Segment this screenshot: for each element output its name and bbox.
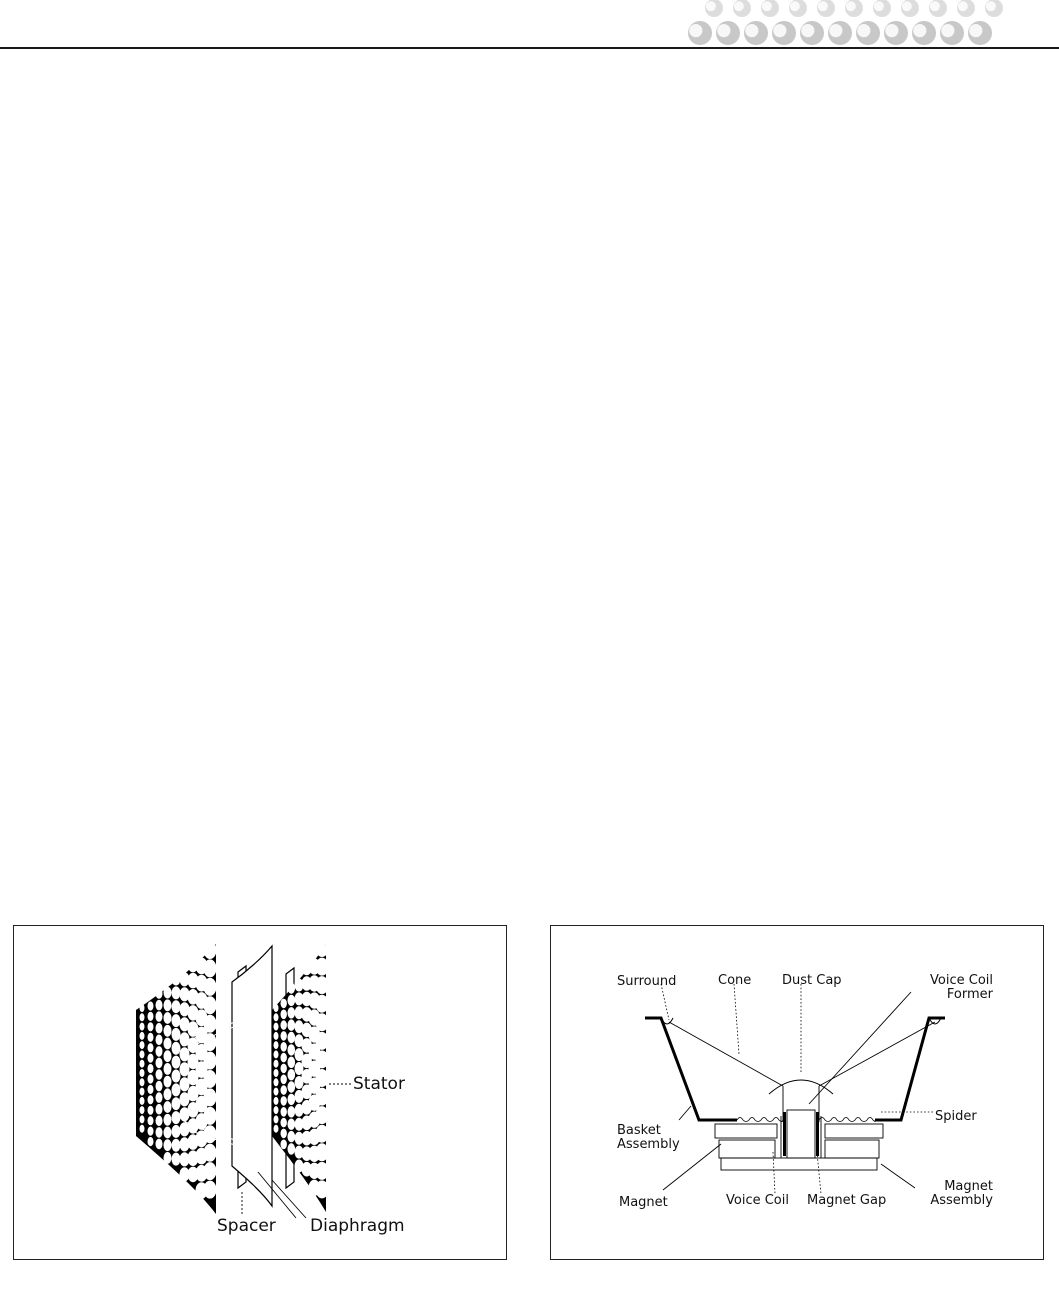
magnet-right bbox=[825, 1140, 879, 1158]
basket-assembly-line1: Basket bbox=[617, 1123, 661, 1138]
stator-hole bbox=[140, 1060, 145, 1068]
stator-hole bbox=[281, 999, 287, 1009]
stator-hole bbox=[288, 1044, 296, 1055]
spider-label: Spider bbox=[935, 1109, 977, 1124]
voice-coil-label: Voice Coil bbox=[726, 1193, 789, 1208]
stator-hole bbox=[288, 1094, 296, 1105]
stator-hole bbox=[172, 1000, 181, 1013]
stator-hole bbox=[316, 1125, 329, 1143]
stator-hole bbox=[148, 1116, 154, 1125]
basket-assembly-line2: Assembly bbox=[617, 1137, 680, 1152]
dust-cap-label: Dust Cap bbox=[782, 973, 842, 988]
stator-hole bbox=[148, 1074, 154, 1083]
stator-hole bbox=[316, 976, 329, 994]
diaphragm-sheet bbox=[232, 946, 272, 1206]
stator-hole bbox=[148, 1127, 154, 1136]
stator-hole bbox=[164, 987, 172, 999]
stator-hole bbox=[204, 1033, 217, 1051]
stator-hole bbox=[156, 988, 163, 999]
stator-hole bbox=[274, 1115, 279, 1123]
stator-hole bbox=[274, 1023, 279, 1031]
stator-hole bbox=[156, 1058, 163, 1069]
stator-hole bbox=[274, 1106, 279, 1114]
stator-hole bbox=[172, 1125, 181, 1138]
stator-hole bbox=[172, 1097, 181, 1110]
stator-hole bbox=[274, 1069, 279, 1077]
stator-hole bbox=[156, 1139, 163, 1150]
stator-hole bbox=[274, 1125, 279, 1133]
stator-hole bbox=[204, 978, 217, 996]
stator-hole bbox=[164, 1076, 172, 1088]
stator-hole bbox=[172, 1070, 181, 1083]
stator-hole bbox=[204, 941, 217, 959]
stator-hole bbox=[288, 995, 296, 1006]
stator-hole bbox=[140, 1013, 145, 1021]
stator-hole bbox=[140, 1023, 145, 1031]
stator-hole bbox=[140, 1004, 145, 1012]
stator-hole bbox=[274, 1088, 279, 1096]
stator-hole bbox=[316, 1180, 329, 1198]
stator-hole bbox=[172, 1139, 181, 1152]
stator-hole bbox=[204, 1181, 217, 1199]
stator-hole bbox=[204, 996, 217, 1014]
stator-hole bbox=[172, 973, 181, 986]
magnet-label: Magnet bbox=[619, 1195, 668, 1210]
stator-hole bbox=[140, 1088, 145, 1096]
magnet-assembly-line2: Assembly bbox=[930, 1193, 993, 1208]
stator-hole bbox=[281, 1020, 287, 1030]
stator-hole bbox=[316, 1143, 329, 1161]
voice-coil-former bbox=[787, 1110, 815, 1158]
dust-cap bbox=[769, 1080, 833, 1094]
stator-hole bbox=[164, 999, 172, 1011]
stator-hole bbox=[172, 986, 181, 999]
cone-left bbox=[669, 1022, 783, 1086]
stator-hole bbox=[172, 1083, 181, 1096]
stator-hole bbox=[156, 1011, 163, 1022]
stator-hole bbox=[316, 1050, 329, 1068]
top-plate-left bbox=[715, 1124, 777, 1138]
stator-hole bbox=[156, 1069, 163, 1080]
stator-hole bbox=[164, 1139, 172, 1151]
stator-hole bbox=[156, 1092, 163, 1103]
stator-hole bbox=[164, 1101, 172, 1113]
spacer-label: Spacer bbox=[217, 1216, 276, 1236]
stator-hole bbox=[281, 1042, 287, 1052]
voice-coil-right bbox=[816, 1112, 819, 1156]
stator-hole bbox=[204, 1015, 217, 1033]
stator-hole bbox=[204, 1107, 217, 1125]
stator-hole bbox=[148, 1022, 154, 1031]
stator-hole bbox=[156, 1127, 163, 1138]
stator-hole bbox=[288, 1131, 296, 1142]
stator-hole bbox=[148, 1054, 154, 1063]
electrostatic-diagram bbox=[14, 926, 508, 1261]
stator-hole bbox=[274, 1078, 279, 1086]
voice-coil-left bbox=[783, 1112, 786, 1156]
header-bubbles bbox=[0, 0, 1059, 50]
stator-hole bbox=[156, 1023, 163, 1034]
voice-coil-former-line2: Former bbox=[946, 987, 993, 1002]
stator-hole bbox=[140, 1125, 145, 1133]
stator-hole bbox=[172, 1111, 181, 1124]
stator-hole bbox=[172, 1056, 181, 1069]
stator-hole bbox=[288, 1032, 296, 1043]
stator-hole bbox=[281, 1140, 287, 1150]
stator-hole bbox=[274, 1032, 279, 1040]
stator-hole bbox=[204, 1070, 217, 1088]
stator-hole bbox=[281, 1031, 287, 1041]
stator-hole bbox=[316, 1106, 329, 1124]
stator-hole bbox=[164, 1012, 172, 1024]
stator-hole bbox=[172, 1153, 181, 1166]
stator-hole bbox=[140, 1069, 145, 1077]
header-bubble-grid bbox=[688, 0, 1003, 45]
stator-hole bbox=[281, 1107, 287, 1117]
stator-hole bbox=[148, 1137, 154, 1146]
stator-hole bbox=[316, 1162, 329, 1180]
magnet-assembly-label bbox=[909, 1180, 993, 1208]
stator-hole bbox=[204, 1162, 217, 1180]
stator-hole bbox=[281, 1129, 287, 1139]
electrostatic-figure bbox=[13, 925, 507, 1260]
stator-hole bbox=[274, 1041, 279, 1049]
stator-hole bbox=[288, 1069, 296, 1080]
stator-hole bbox=[164, 1152, 172, 1164]
stator-hole bbox=[281, 1064, 287, 1074]
magnet-left bbox=[719, 1140, 775, 1158]
magnet-gap-label: Magnet Gap bbox=[807, 1193, 887, 1208]
stator-hole bbox=[164, 1038, 172, 1050]
stator-hole bbox=[140, 1078, 145, 1086]
spider-right bbox=[819, 1118, 875, 1122]
stator-hole bbox=[316, 1088, 329, 1106]
stator-hole bbox=[288, 1143, 296, 1154]
stator-hole bbox=[316, 1032, 329, 1050]
stator-hole bbox=[281, 1118, 287, 1128]
stator-label: Stator bbox=[353, 1074, 405, 1094]
stator-hole bbox=[288, 1119, 296, 1130]
stator-hole bbox=[274, 1004, 279, 1012]
stator-hole bbox=[164, 1025, 172, 1037]
stator-hole bbox=[140, 1115, 145, 1123]
magnet-assembly-base bbox=[721, 1158, 877, 1170]
stator-hole bbox=[156, 1046, 163, 1057]
header-decoration bbox=[0, 0, 1059, 50]
stator-hole bbox=[156, 1116, 163, 1127]
stator-hole bbox=[281, 1053, 287, 1063]
stator-hole bbox=[148, 1095, 154, 1104]
surround-label: Surround bbox=[617, 974, 677, 989]
stator-hole bbox=[164, 1127, 172, 1139]
stator-hole bbox=[316, 1013, 329, 1031]
stator-hole bbox=[288, 1057, 296, 1068]
stator-hole bbox=[156, 1000, 163, 1011]
stator-hole bbox=[316, 1069, 329, 1087]
stator-hole bbox=[140, 1050, 145, 1058]
stator-hole bbox=[316, 958, 329, 976]
stator-hole bbox=[288, 1019, 296, 1030]
stator-hole bbox=[316, 995, 329, 1013]
stator-hole bbox=[274, 1013, 279, 1021]
stator-hole bbox=[148, 1085, 154, 1094]
voice-coil-former-label bbox=[909, 974, 993, 1002]
stator-hole bbox=[172, 1014, 181, 1027]
cone-label: Cone bbox=[718, 973, 752, 988]
stator-hole bbox=[204, 1125, 217, 1143]
stator-hole bbox=[148, 1001, 154, 1010]
stator-hole bbox=[316, 939, 329, 957]
stator-hole bbox=[156, 1081, 163, 1092]
stator-hole bbox=[204, 1052, 217, 1070]
basket-assembly-label bbox=[617, 1124, 680, 1152]
stator-hole bbox=[140, 1041, 145, 1049]
stator-hole bbox=[274, 1050, 279, 1058]
stator-hole bbox=[281, 1085, 287, 1095]
diaphragm-label: Diaphragm bbox=[310, 1216, 405, 1236]
stator-hole bbox=[172, 1042, 181, 1055]
stator-hole bbox=[148, 1106, 154, 1115]
spider-left bbox=[737, 1118, 783, 1122]
magnet-assembly-line1: Magnet bbox=[944, 1179, 993, 1194]
dynamic-driver-figure bbox=[550, 925, 1044, 1260]
voice-coil-former-line1: Voice Coil bbox=[930, 973, 993, 988]
stator-hole bbox=[288, 1081, 296, 1092]
stator-hole bbox=[274, 1097, 279, 1105]
stator-hole bbox=[164, 1050, 172, 1062]
stator-hole bbox=[148, 1033, 154, 1042]
stator-hole bbox=[148, 1043, 154, 1052]
stator-hole bbox=[274, 1060, 279, 1068]
stator-hole bbox=[140, 1032, 145, 1040]
stator-hole bbox=[156, 1104, 163, 1115]
stator-hole bbox=[288, 1106, 296, 1117]
top-plate-right bbox=[825, 1124, 883, 1138]
stator-hole bbox=[172, 1028, 181, 1041]
header-rule bbox=[0, 47, 1059, 49]
stator-hole bbox=[148, 1012, 154, 1021]
stator-hole bbox=[204, 1144, 217, 1162]
stator-hole bbox=[140, 1097, 145, 1105]
stator-hole bbox=[140, 1106, 145, 1114]
stator-hole bbox=[281, 1075, 287, 1085]
stator-hole bbox=[148, 1064, 154, 1073]
basket-left bbox=[645, 1018, 737, 1120]
stator-hole bbox=[288, 1007, 296, 1018]
stator-hole bbox=[281, 1096, 287, 1106]
stator-hole bbox=[204, 959, 217, 977]
basket-right bbox=[875, 1018, 945, 1120]
stator-hole bbox=[164, 1088, 172, 1100]
stator-hole bbox=[204, 1088, 217, 1106]
stator-hole bbox=[156, 1035, 163, 1046]
stator-hole bbox=[164, 1063, 172, 1075]
stator-hole bbox=[281, 1010, 287, 1020]
stator-hole bbox=[164, 1114, 172, 1126]
